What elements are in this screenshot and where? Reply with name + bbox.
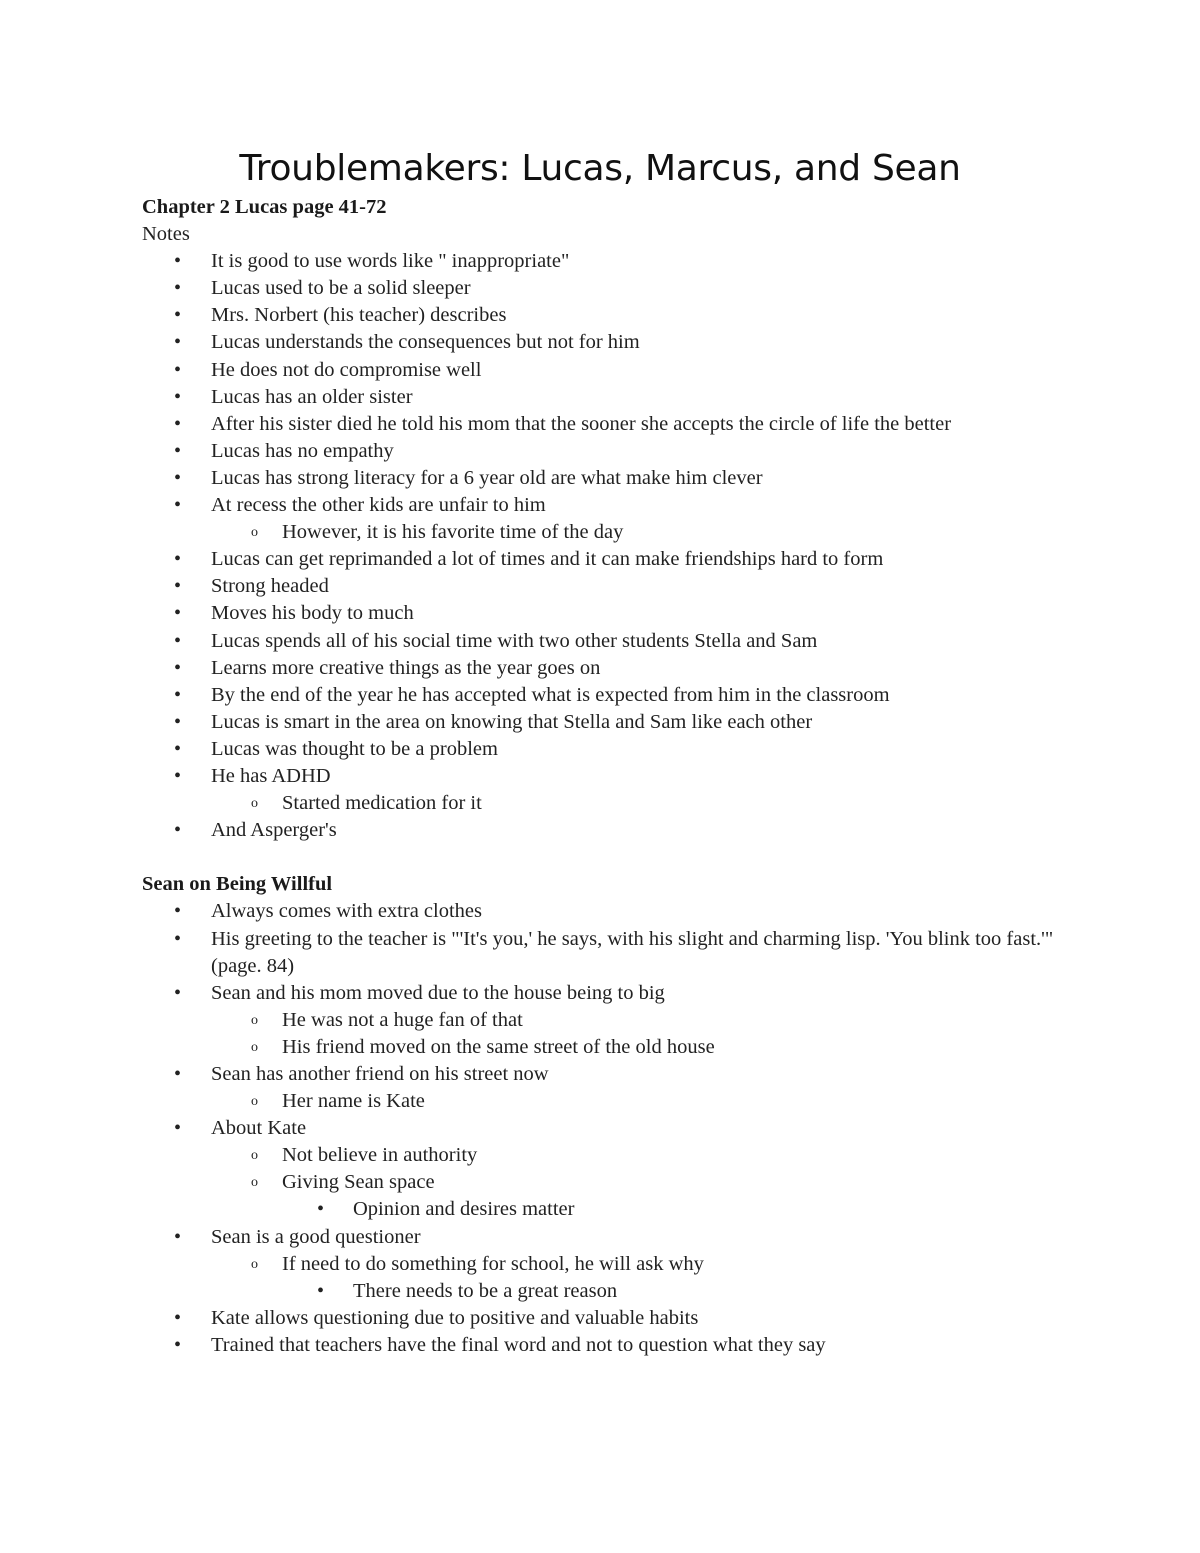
circle-bullet-icon: o (251, 796, 258, 812)
list-item: • Moves his body to much (142, 600, 1062, 627)
sub-sub-list-item: • Opinion and desires matter (142, 1196, 1062, 1223)
list-item: • Lucas spends all of his social time with two other students Stella and Sam (142, 628, 1062, 655)
sub-sub-list-item: • There needs to be a great reason (142, 1278, 1062, 1305)
bullet-icon: • (174, 1063, 182, 1085)
sub-list-item: o Not believe in authority (142, 1142, 1062, 1169)
bullet-icon: • (174, 358, 182, 381)
bullet-icon: • (174, 439, 182, 462)
bullet-icon: • (174, 900, 182, 923)
list-item: • It is good to use words like " inappropriate" (142, 248, 1062, 275)
bullet-icon: • (174, 819, 182, 842)
bullet-icon: • (174, 1117, 182, 1140)
document-body (142, 194, 1062, 1359)
list-item: • Always comes with extra clothes (142, 898, 1062, 925)
bullet-icon: • (174, 656, 182, 679)
list-item: • Lucas has an older sister (142, 384, 1062, 411)
bullet-icon: • (174, 494, 182, 517)
list-item: • Lucas is smart in the area on knowing that Stella and Sam like each other (142, 709, 1062, 736)
sub-list-item: o His friend moved on the same street of the old house (142, 1034, 1062, 1061)
bullet-icon: • (174, 602, 182, 625)
bullet-icon: • (174, 548, 182, 571)
list-item: • Lucas used to be a solid sleeper (142, 275, 1062, 302)
list-item: • His greeting to the teacher is "'It's you,' he says, with his slight and charming lisp. 'You blink too fast.'" (page. 84) (174, 927, 1054, 977)
sub-list-item: o Started medication for it (142, 790, 1062, 817)
list-item: • Learns more creative things as the year goes on (142, 655, 1062, 682)
sub-list-item: o If need to do something for school, he will ask why (142, 1251, 1062, 1278)
list-item: • At recess the other kids are unfair to him (142, 492, 1062, 519)
notes-label: Notes (142, 223, 190, 246)
bullet-icon: • (174, 1306, 182, 1329)
list-item: • And Asperger's (142, 817, 1062, 844)
bullet-icon: • (174, 1333, 182, 1356)
sub-list-item: o Giving Sean space (142, 1169, 1062, 1196)
circle-bullet-icon: o (251, 1256, 258, 1272)
circle-bullet-icon: o (251, 525, 258, 541)
sub-list-item: o Her name is Kate (142, 1088, 1062, 1115)
list-item: • Lucas can get reprimanded a lot of times and it can make friendships hard to form (142, 546, 1062, 573)
bullet-icon: • (174, 385, 182, 408)
bullet-icon: • (174, 764, 182, 787)
bullet-icon: • (174, 331, 182, 354)
bullet-icon: • (174, 277, 182, 300)
section-heading-lucas: Chapter 2 Lucas page 41-72 (142, 196, 387, 218)
bullet-icon: • (174, 629, 182, 652)
bullet-icon: • (174, 412, 182, 435)
sub-list-item: o However, it is his favorite time of the day (142, 519, 1062, 546)
bullet-icon: • (317, 1279, 325, 1302)
list-item: • By the end of the year he has accepted what is expected from him in the classroom (142, 682, 1062, 709)
bullet-icon: • (174, 575, 182, 598)
bullet-icon: • (174, 304, 182, 327)
list-item: • Strong headed (142, 573, 1062, 600)
list-item: • Mrs. Norbert (his teacher) describes (142, 302, 1062, 329)
list-item: • Sean has another friend on his street now (142, 1061, 1062, 1088)
bullet-icon: • (174, 927, 182, 950)
list-item: • Lucas has strong literacy for a 6 year old are what make him clever (142, 465, 1062, 492)
sub-list-item: o He was not a huge fan of that (142, 1007, 1062, 1034)
bullet-icon: • (174, 710, 182, 733)
bullet-icon: • (174, 683, 182, 706)
list-item: • Kate allows questioning due to positive and valuable habits (142, 1305, 1062, 1332)
list-item: • Trained that teachers have the final word and not to question what they say (142, 1332, 1062, 1359)
section-heading-sean: Sean on Being Willful (142, 873, 333, 896)
bullet-icon: • (317, 1198, 325, 1221)
list-item: • He has ADHD (142, 763, 1062, 790)
list-item: • Sean is a good questioner (142, 1224, 1062, 1251)
document-title: Troublemakers: Lucas, Marcus, and Sean (239, 148, 961, 189)
list-item: • After his sister died he told his mom that the sooner she accepts the circle of life the better (142, 411, 1062, 438)
list-item: • He does not do compromise well (142, 357, 1062, 384)
bullet-icon: • (174, 981, 182, 1004)
circle-bullet-icon: o (251, 1094, 258, 1110)
circle-bullet-icon: o (251, 1175, 258, 1191)
list-item: • Sean and his mom moved due to the house being to big (142, 980, 1062, 1007)
bullet-icon: • (174, 737, 182, 760)
bullet-icon: • (174, 466, 182, 489)
list-item: • Lucas understands the consequences but not for him (142, 329, 1062, 356)
bullet-icon: • (174, 1225, 182, 1248)
section-spacer (142, 844, 1062, 871)
list-item: • Lucas was thought to be a problem (142, 736, 1062, 763)
circle-bullet-icon: o (251, 1012, 258, 1028)
bullet-icon: • (174, 250, 182, 273)
list-item: • Lucas has no empathy (142, 438, 1062, 465)
circle-bullet-icon: o (251, 1039, 258, 1055)
list-item: • About Kate (142, 1115, 1062, 1142)
circle-bullet-icon: o (251, 1148, 258, 1164)
